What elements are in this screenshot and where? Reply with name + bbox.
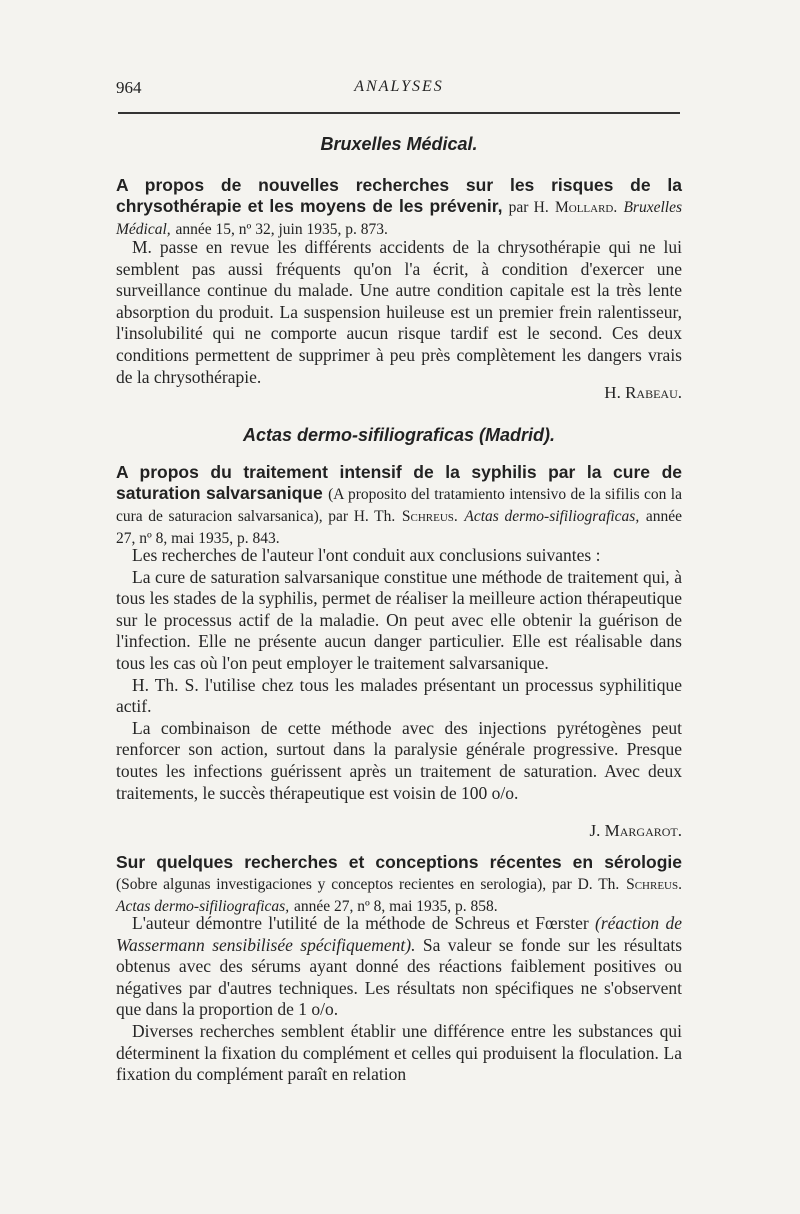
author-name: Schreus. [401, 508, 458, 525]
original-title-ref: (Sobre algunas investigaciones y conceptos recientes en serologia), par D. Th. [116, 876, 620, 893]
paragraph: La cure de saturation salvarsanique constitue une méthode de traitement qui, à tous les stades de la syphilis, permet de réaliser la meilleure action thérapeutique sur le processus actif de la maladie. On peut avec elle obtenir la guérison de l'infection. Elle ne présente aucun danger particulier. Elle est réalisable dans tous les cas où l'on peut employer le traitement salvarsanique. [116, 566, 682, 673]
signature [116, 383, 700, 403]
paragraph [116, 913, 682, 1021]
author-name: Mollard. [554, 199, 618, 216]
paragraph-tail: Sa valeur se fonde sur les résultats obtenus avec des sérums ayant donné des réactions faiblement positives ou négatives par d'autres techniques. Les résultats non spécifiques ne s'observent que dans la proportion de 1 o/o. [116, 934, 683, 1020]
article-title: A propos de nouvelles recherches sur les risques de la chrysothérapie et les moyens de les prévenir, [116, 175, 682, 216]
signature [116, 821, 700, 841]
signature-initial: H. [604, 383, 621, 402]
article-entry [116, 175, 682, 240]
paragraph: Diverses recherches semblent établir une différence entre les substances qui déterminent la fixation du complément et celles qui produisent la floculation. La fixation du complément paraît en relation [116, 1020, 682, 1085]
article-heading [116, 175, 682, 240]
article-heading [116, 852, 682, 917]
reference-details: année 27, nº 8, mai 1935, p. 858. [293, 898, 498, 915]
signature-initial: J. [589, 821, 601, 840]
journal-heading: Bruxelles Médical. [320, 134, 478, 154]
paragraph: H. Th. S. l'utilise chez tous les malades présentant un processus syphilitique actif. [116, 674, 682, 717]
paragraph-lead: L'auteur démontre l'utilité de la méthode de Schreus et Fœrster [132, 913, 589, 933]
author-name: Schreus. [626, 876, 682, 893]
page-number: 964 [116, 78, 142, 97]
journal-reference: Actas dermo-sifiliograficas, [464, 508, 640, 525]
article-entry [116, 462, 682, 549]
reference-details: année 27, nº 8, mai 1935, p. 843. [116, 508, 682, 547]
journal-reference: Actas dermo-sifiliograficas, [116, 898, 290, 915]
running-title: ANALYSES [354, 78, 444, 95]
article-body [116, 237, 682, 388]
article-entry [116, 852, 682, 917]
signature-name: Rabeau. [625, 383, 682, 402]
header-rule [118, 112, 680, 114]
original-title-ref: (A proposito del tratamiento intensivo de la sifilis con la cura de saturacion salvarsanica), par H. Th. [116, 486, 682, 525]
italic-phrase: (réaction de Wassermann sensibilisée spécifiquement). [116, 913, 683, 955]
journal-heading: Actas dermo-sifiliograficas (Madrid). [242, 425, 556, 445]
article-body [116, 545, 682, 804]
page-header [116, 78, 682, 104]
paragraph: La combinaison de cette méthode avec des injections pyrétogènes peut renforcer son action, surtout dans la paralysie générale progressive. Presque toutes les infections guérissent après un traitement de saturation. Avec deux traitements, le succès thérapeutique est voisin de 100 o/o. [116, 717, 682, 803]
reference-details: année 15, nº 32, juin 1935, p. 873. [175, 221, 388, 238]
journal-reference: Bruxelles Médical, [116, 199, 682, 238]
paragraph: Les recherches de l'auteur l'ont conduit aux conclusions suivantes : [132, 545, 601, 565]
paragraph: M. passe en revue les différents accidents de la chrysothérapie qui ne lui semblent pas aussi fréquents qu'on l'a écrit, à condition d'exercer une surveillance continue du malade. Une autre condition capitale est la très lente absorption du produit. La suspension huileuse est un premier frein ralentisseur, l'insolubilité qui ne comporte aucun risque tardif est le second. Ces deux conditions permettent de supprimer à peu près complètement les dangers vrais de la chrysothérapie. [116, 237, 682, 387]
article-heading [116, 462, 682, 549]
article-title: Sur quelques recherches et conceptions récentes en sérologie [116, 852, 682, 872]
article-title: A propos du traitement intensif de la syphilis par la cure de saturation salvarsanique [116, 462, 682, 503]
article-body [116, 913, 682, 1086]
signature-name: Margarot. [604, 821, 682, 840]
ref-by: par H. [508, 199, 549, 216]
